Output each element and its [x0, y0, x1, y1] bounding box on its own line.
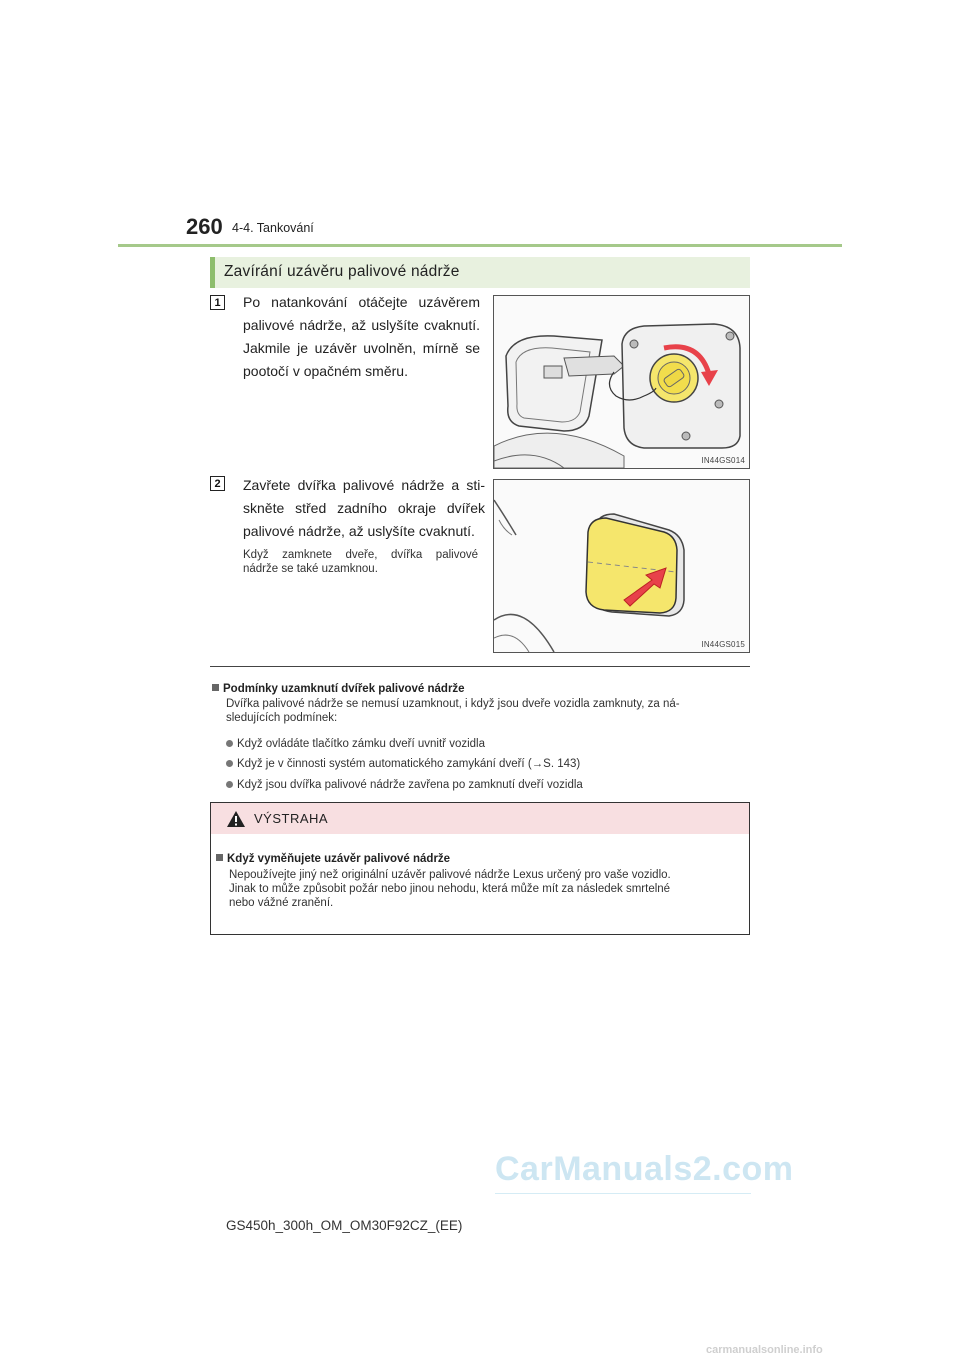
page-title: Zavírání uzávěru palivové nádrže	[224, 263, 460, 280]
section-divider	[210, 666, 750, 667]
warning-line-2: Jinak to může způsobit požár nebo jinou nehodu, která může mít za následek smrtelné	[229, 883, 671, 895]
step-2-line-3: palivové nádrže, až uslyšíte cvaknutí.	[243, 523, 475, 539]
step-1-line-2: palivové nádrže, až uslyšíte cvaknutí.	[243, 317, 480, 333]
condition-item-1	[226, 737, 485, 751]
warning-line-1: Nepoužívejte jiný než originální uzávěr palivové nádrže Lexus určený pro vaše vozidlo.	[229, 869, 671, 881]
bullet-dot-icon	[226, 740, 233, 747]
condition-item-3	[226, 778, 583, 792]
conditions-heading-row	[212, 679, 465, 697]
fuel-door-illustration	[494, 480, 749, 652]
square-bullet-icon	[216, 854, 223, 861]
conditions-intro-line-1: Dvířka palivové nádrže se nemusí uzamknout, i když jsou dveře vozidla zamknuty, za ná-	[226, 698, 680, 710]
step-2-line-2: skněte střed zadního okraje dvířek	[243, 500, 485, 516]
warning-heading: Když vyměňujete uzávěr palivové nádrže	[227, 853, 451, 865]
watermark-carmanuals2: CarManuals2.com	[495, 1150, 794, 1188]
fuel-door-figure	[493, 479, 750, 653]
warning-heading-row	[216, 849, 450, 867]
footer-doc-code: GS450h_300h_OM_OM30F92CZ_(EE)	[226, 1218, 463, 1233]
conditions-heading: Podmínky uzamknutí dvířek palivové nádrže	[223, 683, 465, 695]
step-2-note-line-1: Když zamknete dveře, dvířka palivové	[243, 549, 478, 561]
conditions-intro	[226, 697, 748, 725]
step-1-line-3: Jakmile je uzávěr uvolněn, mírně se	[243, 340, 480, 356]
warning-triangle-icon	[226, 810, 246, 828]
warning-body	[229, 868, 744, 910]
condition-item-2-text: Když je v činnosti systém automatického zamykání dveří (→S. 143)	[237, 758, 581, 770]
step-number-1: 1	[210, 295, 225, 310]
step-1-line-4: pootočí v opačném směru.	[243, 363, 408, 379]
condition-item-3-text: Když jsou dvířka palivové nádrže zavřena po zamknutí dveří vozidla	[237, 779, 583, 791]
watermark-carmanualsonline: carmanualsonline.info	[706, 1344, 823, 1356]
conditions-intro-line-2: sledujících podmínek:	[226, 712, 338, 724]
bullet-dot-icon	[226, 781, 233, 788]
section-title: 4-4. Tankování	[232, 221, 314, 235]
bullet-dot-icon	[226, 760, 233, 767]
fuel-cap-figure	[493, 295, 750, 469]
step-1-line-1: Po natankování otáčejte uzávěrem	[243, 294, 480, 310]
page-number: 260	[186, 214, 223, 239]
figure-2-code: IN44GS015	[701, 640, 745, 649]
step-2-note-line-2: nádrže se také uzamknou.	[243, 563, 378, 575]
warning-line-3: nebo vážné zranění.	[229, 897, 334, 909]
step-2-note	[243, 548, 478, 576]
fuel-cap-illustration	[494, 296, 749, 468]
figure-1-code: IN44GS014	[701, 456, 745, 465]
step-number-2: 2	[210, 476, 225, 491]
condition-item-2	[226, 757, 580, 771]
step-2-line-1: Zavřete dvířka palivové nádrže a sti-	[243, 477, 485, 493]
step-1-text	[243, 291, 480, 383]
condition-item-1-text: Když ovládáte tlačítko zámku dveří uvnitř vozidla	[237, 738, 486, 750]
warning-title: VÝSTRAHA	[254, 811, 329, 826]
header-rule	[118, 244, 842, 247]
square-bullet-icon	[212, 684, 219, 691]
step-2-text	[243, 474, 485, 543]
watermark-underline	[495, 1193, 751, 1194]
